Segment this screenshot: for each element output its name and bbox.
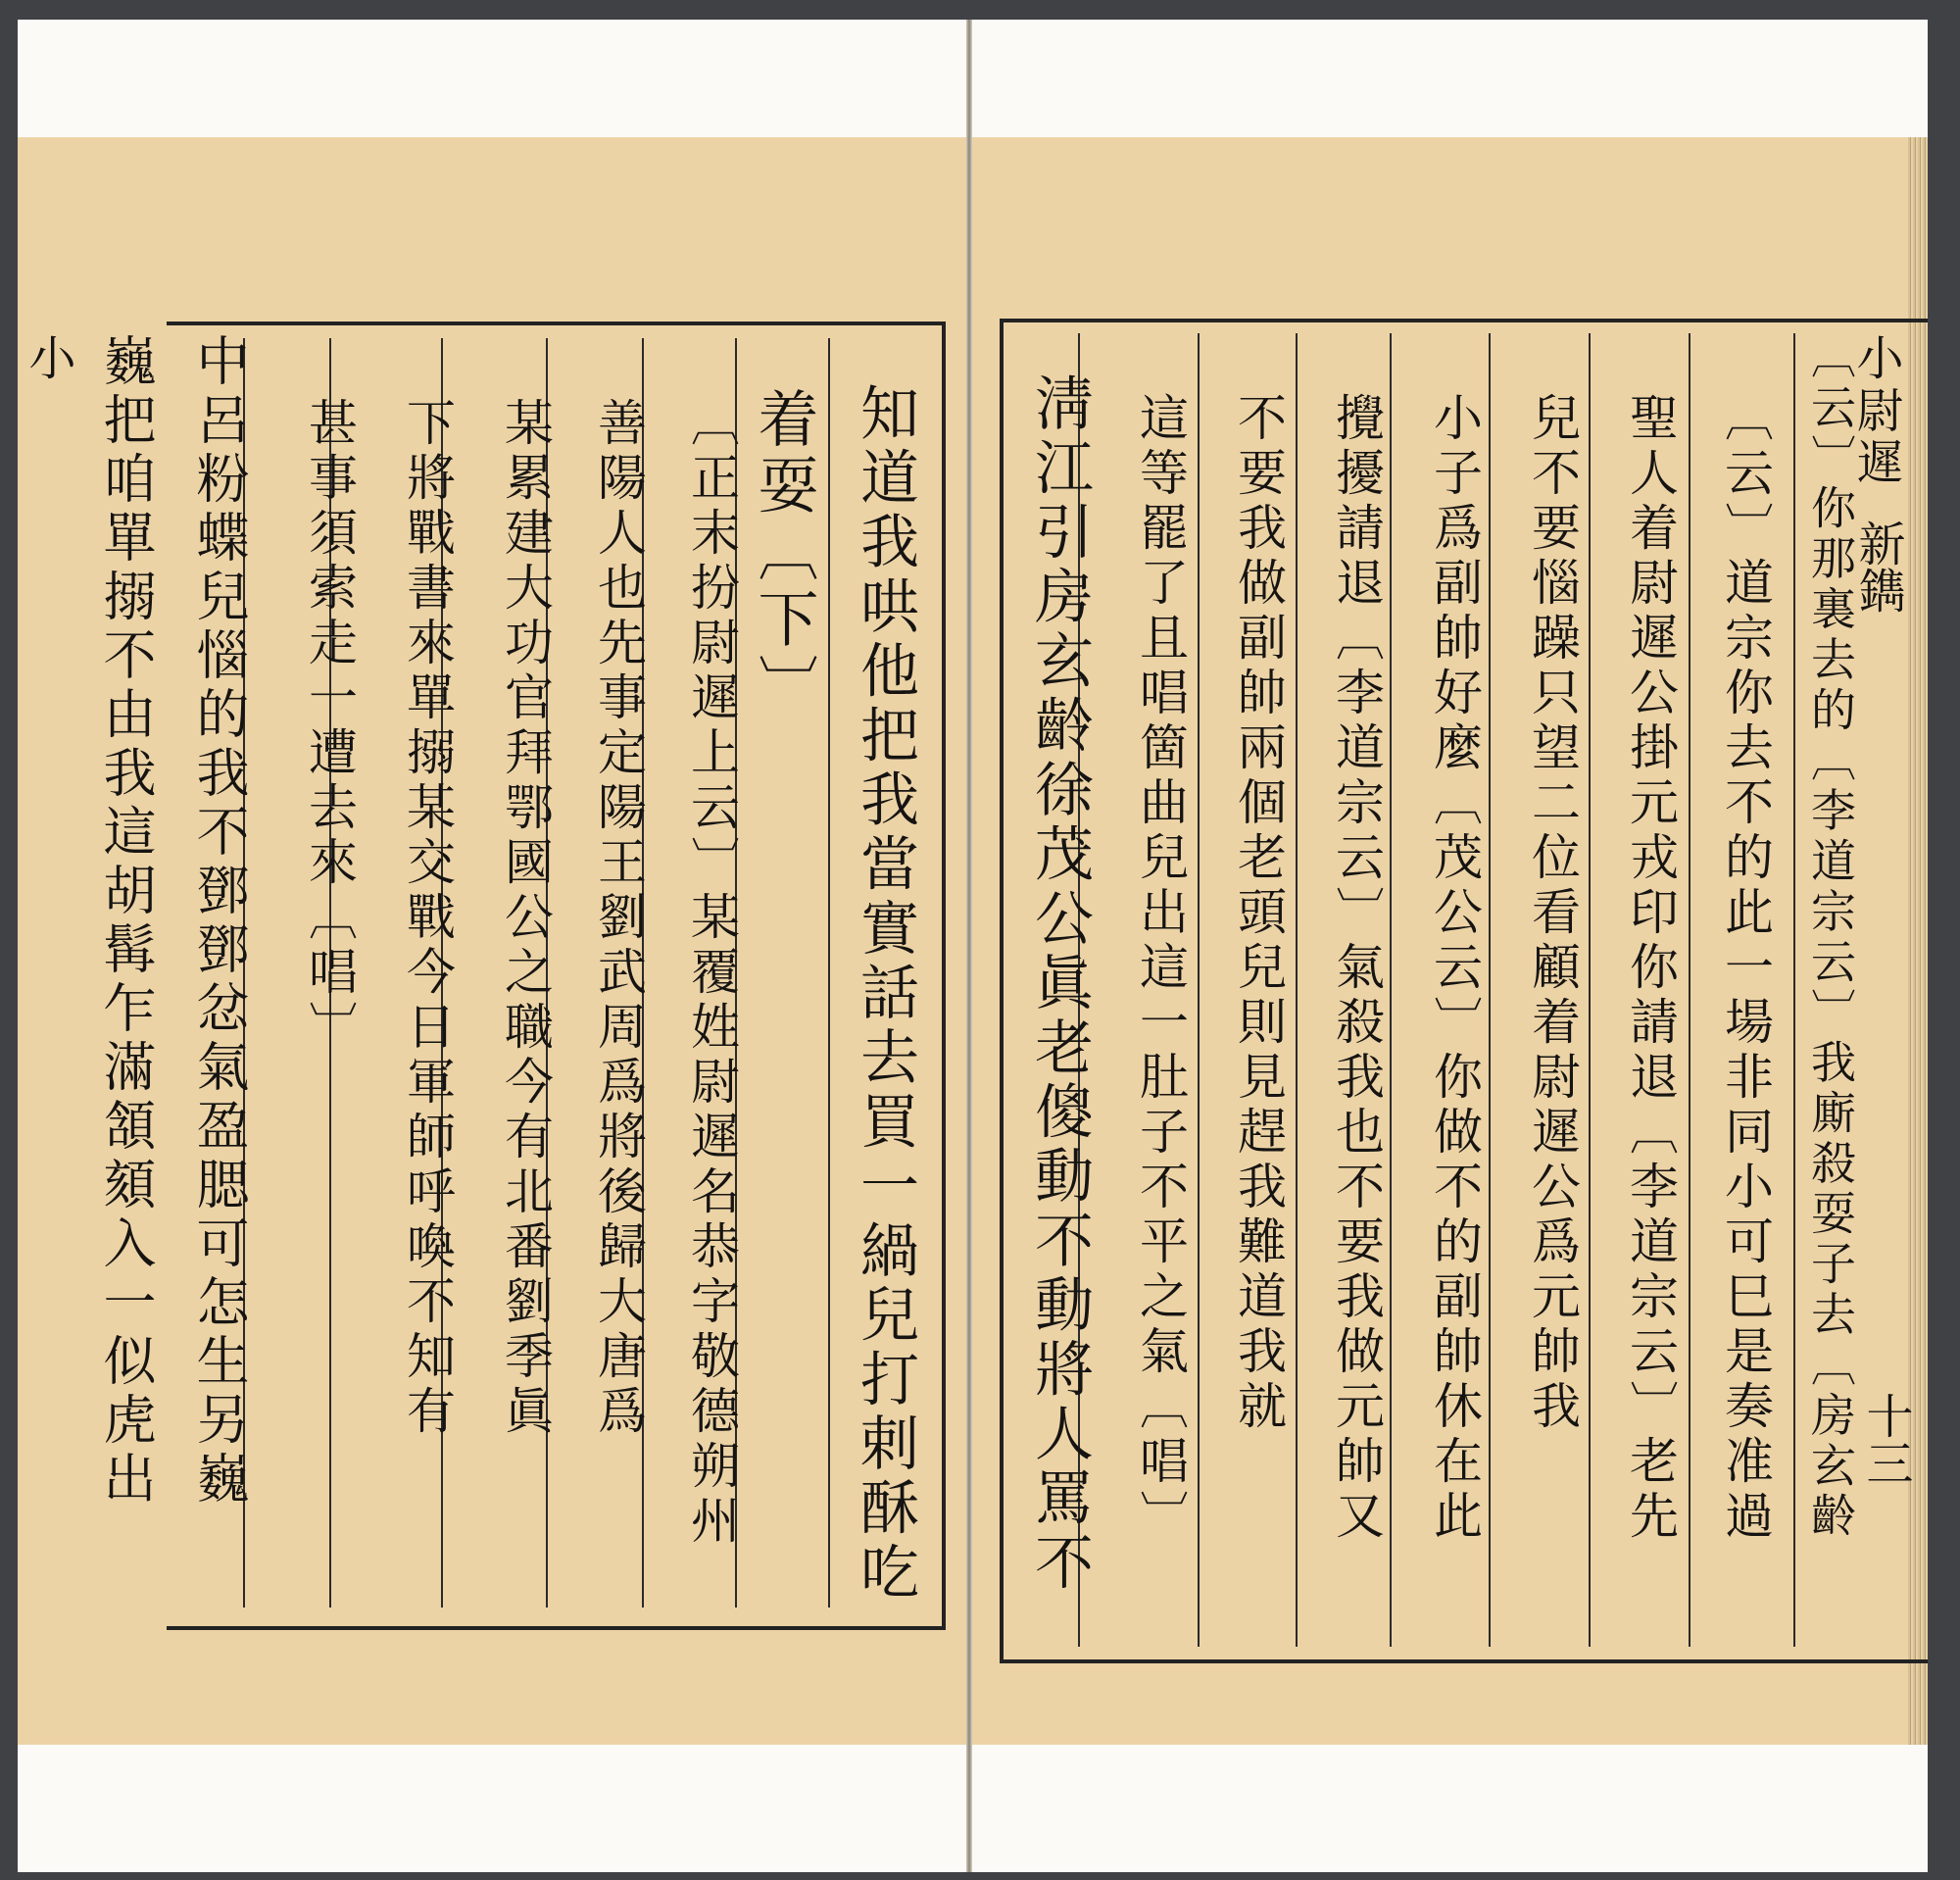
text-column: 知道我哄他把我當實話去買一緺兒打剌酥吃	[851, 382, 919, 1607]
text-column: 兒不要惱躁只望二位看顧着尉遲公爲元帥我	[1524, 392, 1581, 1435]
page-edge-label: 小	[21, 333, 75, 380]
text-column: 善陽人也先事定陽王劉武周爲將後歸大唐爲	[590, 397, 647, 1440]
header-label: 新鐫	[1850, 519, 1905, 614]
text-column: 這等罷了且唱箇曲兒出這一肚子不平之氣〔唱〕	[1132, 392, 1189, 1545]
text-column: 着耍〔下〕	[748, 387, 819, 720]
text-column: 下將戰書來單搦某交戰今日軍師呼喚不知有	[399, 397, 456, 1440]
text-column: 小子爲副帥好麼〔茂公云〕你做不的副帥休在此	[1426, 392, 1483, 1545]
column-rule	[1689, 333, 1690, 1647]
column-rule	[828, 338, 830, 1608]
text-column: 中呂粉蝶兒惱的我不鄧鄧忿氣盈腮可怎生另巍	[188, 333, 250, 1509]
text-column: 不要我做副帥兩個老頭兒則見趕我難道我就	[1230, 392, 1287, 1435]
text-column: 〔正末扮尉遲上云〕某覆姓尉遲名恭字敬德朔州	[683, 397, 740, 1550]
column-rule	[1198, 333, 1200, 1647]
text-column: 甚事須索走一遭去來〔唱〕	[301, 397, 358, 1056]
text-column: 〔云〕你那裏去的〔李道宗云〕我廝殺耍子去〔房玄齡	[1804, 333, 1857, 1543]
text-column: 某累建大功官拜鄂國公之職今有北番劉季眞	[497, 397, 554, 1440]
text-column: 攪擾請退〔李道宗云〕氣殺我也不要我做元帥又	[1328, 392, 1385, 1545]
column-rule	[1296, 333, 1298, 1647]
text-column: 聖人着尉遲公掛元戎印你請退〔李道宗云〕老先	[1622, 392, 1679, 1545]
text-column: 淸江引房玄齡徐茂公眞老傻動不動將人罵不	[1025, 372, 1094, 1597]
column-rule	[1589, 333, 1591, 1647]
text-column: 〔云〕道宗你去不的此一場非同小可巳是奏准過	[1717, 392, 1774, 1545]
text-column: 巍把咱單搦不由我這胡髯乍滿頷頦入一似虎出	[95, 333, 157, 1509]
page-number: 十三	[1858, 1392, 1913, 1486]
column-rule	[1793, 333, 1795, 1647]
header-column: 小尉遲	[1848, 333, 1903, 490]
